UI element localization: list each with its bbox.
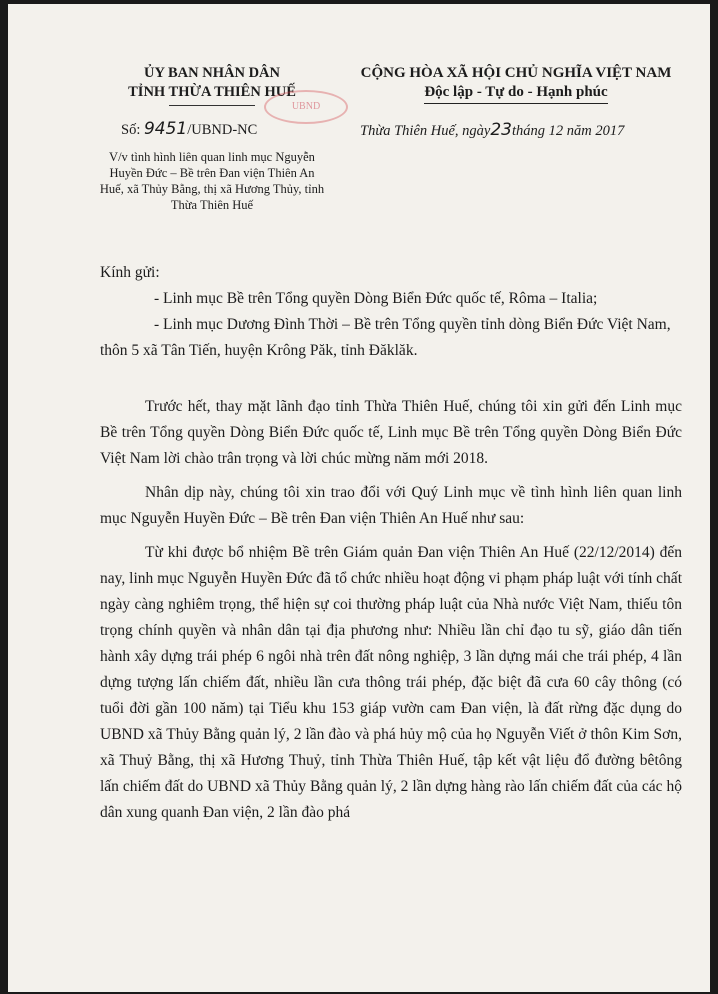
nation-name: CỘNG HÒA XÃ HỘI CHỦ NGHĨA VIỆT NAM bbox=[360, 65, 672, 81]
date-suffix: tháng 12 năm 2017 bbox=[512, 123, 625, 139]
recipient-2: - Linh mục Dương Đình Thời – Bề trên Tổng quyền tỉnh dòng Biển Đức Việt Nam, thôn 5 xã Tân Tiến, huyện Krông Păk, tỉnh Đăklăk. bbox=[100, 316, 671, 359]
doc-number-suffix: /UBND-NC bbox=[187, 122, 258, 138]
paragraph-greeting: Trước hết, thay mặt lãnh đạo tỉnh Thừa Thiên Huế, chúng tôi xin gửi đến Linh mục Bề trên Tổng quyền Dòng Biển Đức quốc tế, Linh mục Bề trên Tổng quyền Dòng Biển Đức Việt Nam lời chào trân trọng và lời chúc mừng năm mới 2018. bbox=[100, 398, 682, 467]
agency-underline bbox=[169, 105, 255, 106]
doc-number-handwritten: 9451 bbox=[143, 119, 188, 139]
doc-number-prefix: Số: bbox=[121, 122, 141, 138]
national-header bbox=[326, 64, 706, 104]
letter-body bbox=[100, 260, 682, 826]
date-day-handwritten: 23 bbox=[490, 120, 512, 140]
red-seal-stamp: UBND bbox=[264, 90, 348, 124]
agency-line-1: ỦY BAN NHÂN DÂN bbox=[143, 65, 280, 81]
document-page bbox=[8, 4, 710, 992]
document-subject: V/v tình hình liên quan linh mục Nguyễn Huyền Đức – Bề trên Đan viện Thiên An Huế, xã Thủy Bằng, thị xã Hương Thủy, tỉnh Thừa Thiên Huế bbox=[99, 150, 325, 212]
agency-line-2: TỈNH THỪA THIÊN HUẾ bbox=[128, 84, 296, 100]
document-date bbox=[360, 120, 624, 140]
paragraph-violations: Từ khi được bổ nhiệm Bề trên Giám quản Đan viện Thiên An Huế (22/12/2014) đến nay, linh mục Nguyễn Huyền Đức đã tổ chức nhiều hoạt động vi phạm pháp luật với tính chất ngày càng nghiêm trọng, thể hiện sự coi thường pháp luật của Nhà nước Việt Nam, thiếu tôn trọng chính quyền và nhân dân tại địa phương như: Nhiều lần chỉ đạo tu sỹ, giáo dân tiến hành xây dựng trái phép 6 ngôi nhà trên đất nông nghiệp, 3 lần dựng mái che trái phép, 4 lần dựng tượng lấn chiếm đất, nhiều lần cưa thông trái phép, đặc biệt đã cưa 60 cây thông (có tuổi đời gần 100 năm) tại Tiểu khu 153 giáp vườn cam Đan viện, là đất rừng đặc dụng do UBND xã Thủy Bằng quản lý, 2 lần đào và phá hủy mộ của họ Nguyễn Viết ở thôn Kim Sơn, xã Thuỷ Bằng, thị xã Hương Thuỷ, tỉnh Thừa Thiên Huế, tập kết vật liệu đổ đường bêtông lấn chiếm đất do UBND xã Thủy Bằng quản lý, 2 lần dựng hàng rào lấn chiếm đất của các hộ dân xung quanh Đan viện, 2 lần đào phá bbox=[100, 544, 682, 821]
document-number bbox=[121, 119, 257, 139]
salutation: Kính gửi: bbox=[100, 264, 160, 281]
national-motto: Độc lập - Tự do - Hạnh phúc bbox=[424, 83, 607, 104]
paragraph-introduction: Nhân dịp này, chúng tôi xin trao đổi với Quý Linh mục về tình hình liên quan linh mục Nguyễn Huyền Đức – Bề trên Đan viện Thiên An Huế như sau: bbox=[100, 484, 682, 527]
date-prefix: Thừa Thiên Huế, ngày bbox=[360, 123, 491, 139]
recipient-1: - Linh mục Bề trên Tổng quyền Dòng Biển Đức quốc tế, Rôma – Italia; bbox=[154, 290, 598, 307]
